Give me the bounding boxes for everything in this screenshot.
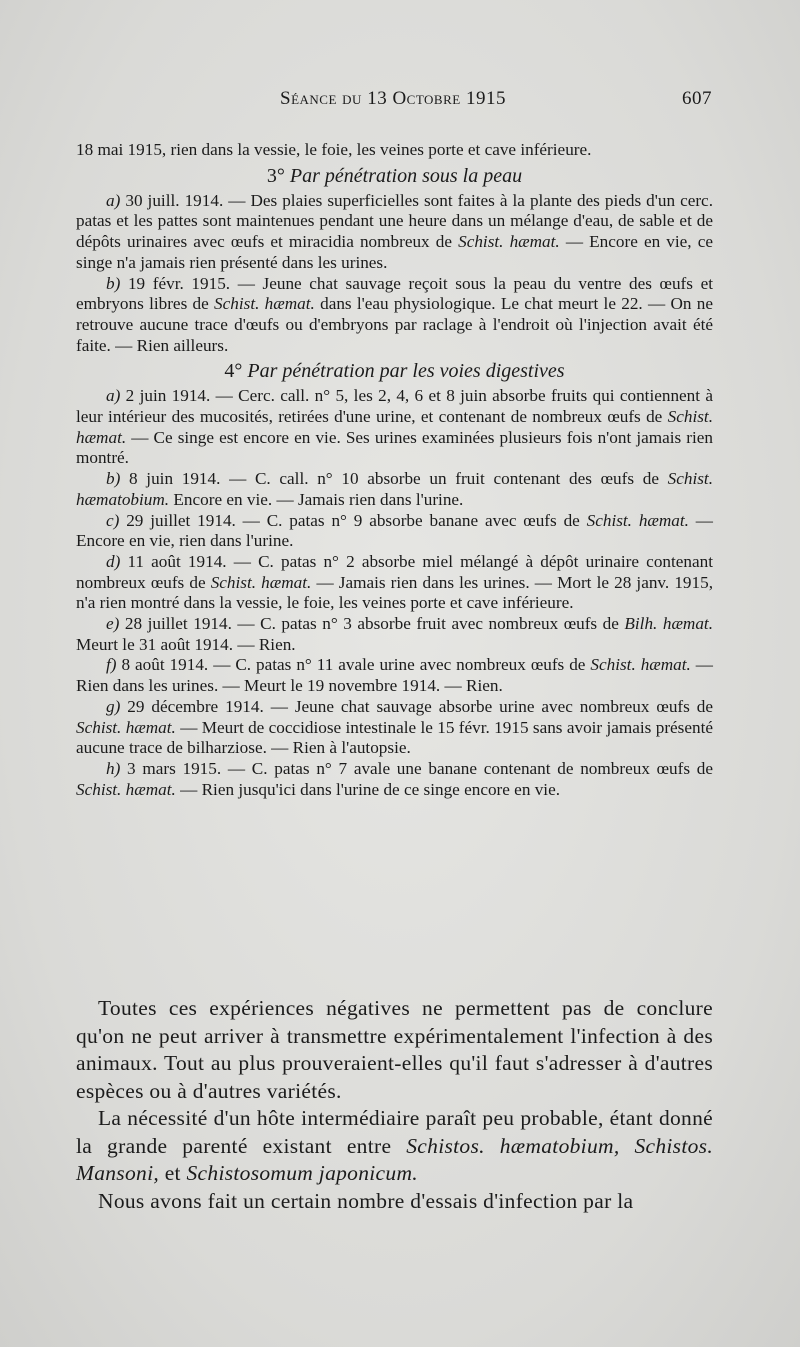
item-label: f) — [106, 655, 117, 675]
section-3-item — [76, 191, 713, 274]
body-text: 28 juillet 1914. — C. patas n° 3 absorbe fruit avec nombreux œufs de — [119, 614, 625, 634]
section-4-item — [76, 655, 713, 696]
section-4-item — [76, 511, 713, 552]
body-text: 19 févr. 1915. — Jeune chat sauvage reçoit sous la peau du ventre des œufs et embryons libres de — [76, 273, 713, 314]
conclusion-paragraph — [76, 1188, 713, 1216]
section-4-title: Par pénétration par les voies digestives — [247, 360, 565, 383]
body-text: — Encore en vie, ce singe n'a jamais rien présenté dans les urines. — [76, 232, 713, 272]
section-3-title: Par pénétration sous la peau — [289, 164, 523, 187]
section-4-item — [76, 386, 713, 469]
section-3-heading — [76, 161, 713, 191]
body-text: 8 juin 1914. — C. call. n° 10 absorbe un fruit contenant des œufs de — [120, 469, 668, 489]
body-text: — Meurt de coccidiose intestinale le 15 févr. 1915 sans avoir jamais présenté aucune trace de bilharziose. — Rien à l'autopsie. — [76, 717, 713, 758]
section-4-number: 4° — [224, 360, 243, 383]
body-text: — Encore en vie, rien dans l'urine. — [76, 510, 713, 551]
italic-text: Schistos. hæmatobium, Schistos. Mansoni, — [76, 1133, 714, 1185]
body-text: Toutes ces expériences négatives ne permettent pas de conclure qu'on ne peut arriver à transmettre expérimentalement l'infection à des animaux. Tout au plus prouveraient-elles qu'il faut s'adresser à d'autres espèces ou à d'autres variétés. — [76, 996, 713, 1103]
running-title: Séance du 13 Octobre 1915 — [280, 88, 506, 109]
section-3-items — [76, 191, 713, 357]
italic-text: Schist. hæmat. — [76, 717, 176, 737]
body-text: — Rien dans les urines. — Meurt le 19 novembre 1914. — Rien. — [76, 655, 713, 696]
body-text: 30 juill. 1914. — Des plaies superficielles sont faites à la plante des pieds d'un cerc. patas et les pattes sont maintenues pendant une heure dans un mélange d'eau, de sable et de dépôts urinaires avec œufs et miracidia nombreux de — [76, 190, 713, 252]
item-label: d) — [106, 551, 121, 571]
item-label: b) — [106, 273, 121, 293]
italic-text: Schist. hæmat. — [586, 510, 689, 530]
section-4-item — [76, 614, 713, 655]
italic-text: Schist. hæmat. — [76, 779, 176, 799]
item-label: a) — [106, 386, 121, 406]
section-4-heading — [76, 356, 713, 386]
italic-text: Schist. hæmat. — [214, 294, 315, 314]
page-number: 607 — [682, 88, 712, 109]
running-header — [74, 88, 712, 118]
conclusion-paragraph — [76, 1105, 713, 1188]
body-text: — Ce singe est encore en vie. Ses urines examinées plusieurs fois n'ont jamais rien montré. — [76, 427, 713, 468]
italic-text: Schistosomum japonicum. — [186, 1161, 418, 1185]
italic-text: Schist. hæmat. — [458, 232, 560, 252]
body-text: 3 mars 1915. — C. patas n° 7 avale une banane contenant de nombreux œufs de — [120, 758, 713, 778]
section-4-item — [76, 469, 713, 510]
item-label: c) — [106, 510, 120, 530]
body-text: Encore en vie. — Jamais rien dans l'urine. — [169, 489, 464, 509]
section-3-item — [76, 274, 713, 357]
body-text: La nécessité d'un hôte intermédiaire paraît peu probable, étant donné la grande parenté existant entre — [76, 1106, 713, 1158]
body-text: Nous avons fait un certain nombre d'essais d'infection par la — [98, 1188, 634, 1213]
body-text: dans l'eau physiologique. Le chat meurt le 22. — On ne retrouve aucune trace d'œufs ou d'embryons par raclage à l'endroit où l'injection avait été faite. — Rien ailleurs. — [76, 294, 713, 355]
body-text: 29 juillet 1914. — C. patas n° 9 absorbe banane avec œufs de — [119, 510, 587, 530]
section-3-number: 3° — [266, 164, 285, 187]
section-4-item — [76, 759, 713, 800]
body-text: — Jamais rien dans les urines. — Mort le 28 janv. 1915, n'a rien montré dans la vessie, le foie, les veines porte et cave inférieure. — [76, 572, 713, 613]
italic-text: Bilh. hæmat. — [624, 614, 713, 634]
item-label: b) — [106, 469, 121, 489]
body-text: 2 juin 1914. — Cerc. call. n° 5, les 2, 4, 6 et 8 juin absorbe fruits qui contiennent à leur intérieur des mucosités, retirées d'une urine, et contenant de nombreux œufs de — [76, 386, 713, 427]
body-text: et — [159, 1161, 187, 1185]
item-label: h) — [106, 758, 121, 778]
conclusion-paragraph — [76, 995, 713, 1105]
item-label: a) — [106, 190, 121, 210]
italic-text: Schist. hæmatobium. — [76, 469, 713, 509]
small-print-block — [76, 140, 713, 800]
conclusion-block — [76, 995, 713, 1215]
item-label: g) — [106, 696, 121, 716]
italic-text: Schist. hæmat. — [590, 655, 691, 675]
italic-text: Schist. hæmat. — [210, 572, 312, 592]
carry-over-paragraph: 18 mai 1915, rien dans la vessie, le foie, les veines porte et cave inférieure. — [76, 140, 592, 159]
body-text: 29 décembre 1914. — Jeune chat sauvage absorbe urine avec nombreux œufs de — [120, 696, 713, 716]
section-4-items — [76, 386, 713, 800]
body-text: 8 août 1914. — C. patas n° 11 avale urine avec nombreux œufs de — [116, 655, 591, 675]
section-4-item — [76, 697, 713, 759]
item-label: e) — [106, 614, 120, 634]
body-text: 11 août 1914. — C. patas n° 2 absorbe miel mélangé à dépôt urinaire contenant nombreux œufs de — [76, 551, 713, 592]
section-4-item — [76, 552, 713, 614]
body-text: Meurt le 31 août 1914. — Rien. — [76, 634, 296, 654]
body-text: — Rien jusqu'ici dans l'urine de ce singe encore en vie. — [175, 779, 560, 799]
italic-text: Schist. hæmat. — [76, 407, 713, 447]
